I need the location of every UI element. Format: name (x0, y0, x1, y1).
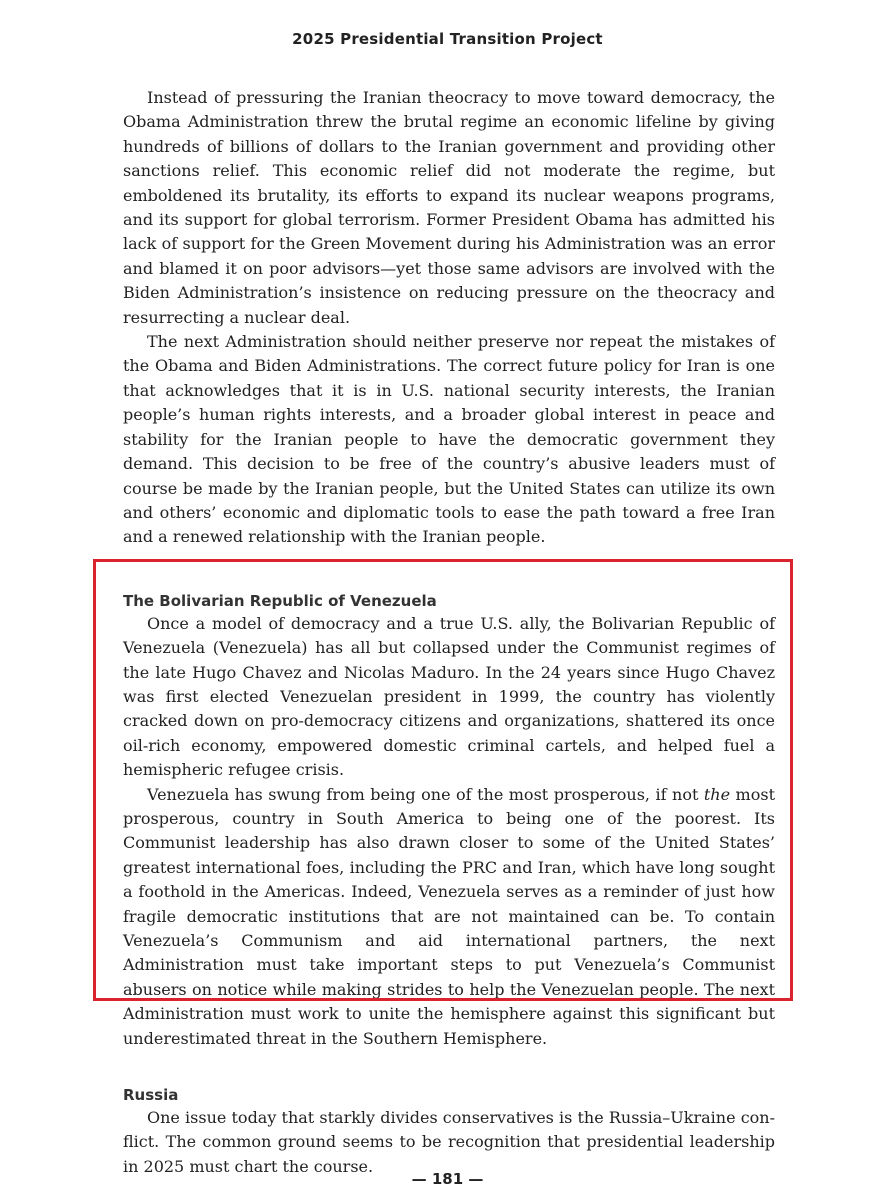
body-text (123, 86, 775, 1179)
paragraph-venezuela-2 (123, 783, 775, 1051)
paragraph-iran-2: The next Administration should neither preserve nor repeat the mistakes of the Obama and Biden Administrations. The correct future policy for Iran is one that acknowledges that it is in U.S. national security interests, the Iranian people’s human rights interests, and a broader global interest in peace and stability for the Iranian people to have the democratic government they demand. This decision to be free of the country’s abusive leaders must of course be made by the Iranian people, but the United States can utilize its own and others’ economic and diplomatic tools to ease the path toward a free Iran and a renewed relationship with the Iranian people. (123, 332, 775, 547)
venezuela-2-text-a: Venezuela has swung from being one of the most prosperous, if not (147, 784, 704, 804)
running-head: 2025 Presidential Transition Project (292, 30, 603, 48)
emphasis-the: the (703, 784, 731, 804)
paragraph-venezuela-1: Once a model of democracy and a true U.S. ally, the Bolivarian Republic of Venezuela (Venezuela) has all but collapsed under the Communist regimes of the late Hugo Chavez and Nicolas Maduro. In the 24 years since Hugo Chavez was first elected Venezuelan president in 1999, the country has violently cracked down on pro-democracy citizens and organizations, shattered its once oil-rich economy, empowered domestic criminal cartels, and helped fuel a hemispheric refugee crisis. (123, 613, 775, 780)
page-number: — 181 — (411, 1170, 484, 1188)
paragraph-russia-1: One issue today that starkly divides conservatives is the Russia–Ukraine conflict. The common ground seems to be recognition that presidential leadership in 2025 must chart the course. (123, 1108, 775, 1176)
venezuela-2-text-b: most prosperous, country in South America to being one of the poorest. Its Communist leadership has also drawn closer to some of the United States’ greatest international foes, including the PRC and Iran, which have long sought a foothold in the Americas. Indeed, Venezuela serves as a reminder of just how fragile democratic institutions that are not maintained can be. To contain Venezuela’s Communism and aid international partners, the next Administration must take important steps to put Venezuela’s Communist abusers on notice while making strides to help the Venezuelan people. The next Administration must work to unite the hemisphere against this significant but underestimated threat in the Southern Hemisphere. (123, 784, 776, 1048)
russia-section (123, 1084, 775, 1179)
section-heading-russia: Russia (123, 1086, 179, 1105)
venezuela-section (123, 590, 775, 1051)
paragraph-iran-1: Instead of pressuring the Iranian theocracy to move toward democracy, the Obama Administration threw the brutal regime an economic lifeline by giving hundreds of billions of dollars to the Iranian government and providing other sanctions relief. This economic relief did not moderate the regime, but emboldened its brutality, its efforts to expand its nuclear weapons programs, and its support for global terrorism. Former President Obama has admitted his lack of support for the Green Movement during his Administration was an error and blamed it on poor advisors—yet those same advisors are involved with the Biden Administration’s insistence on reducing pressure on the theocracy and resurrecting a nuclear deal. (123, 88, 775, 327)
section-heading-venezuela: The Bolivarian Republic of Venezuela (123, 591, 437, 610)
